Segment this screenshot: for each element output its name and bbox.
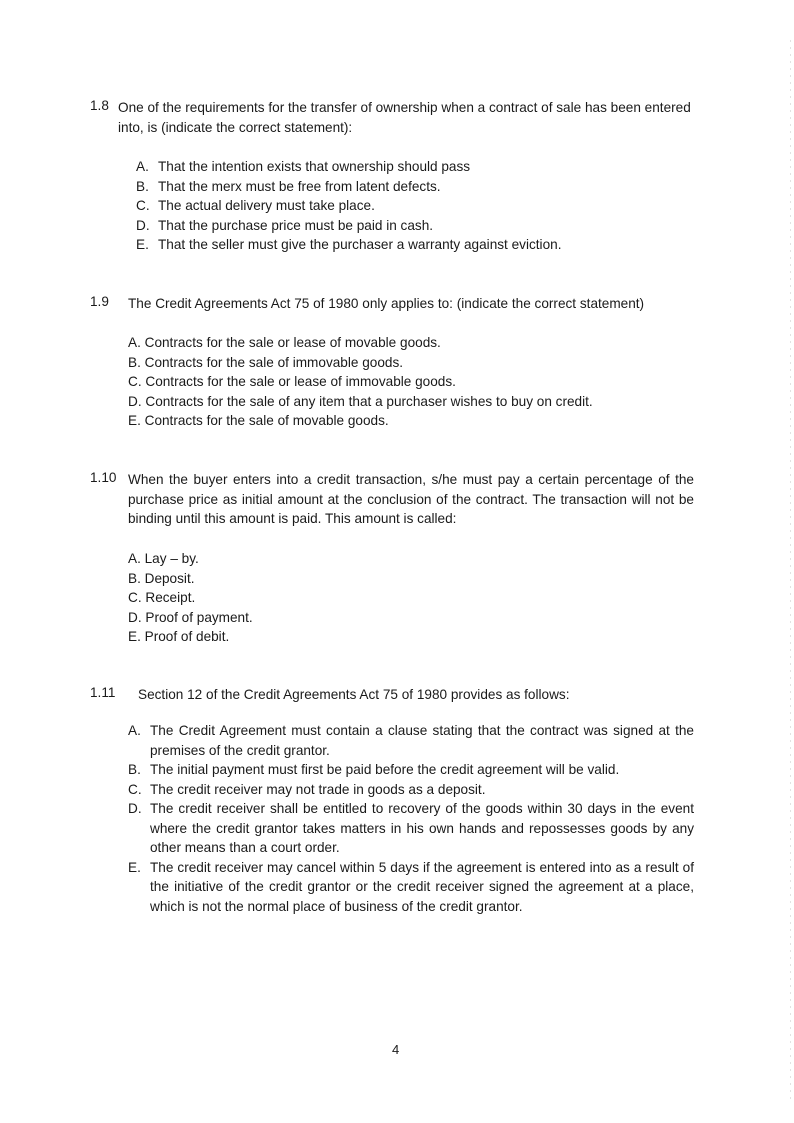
options-1-11 bbox=[128, 721, 694, 916]
option-d bbox=[128, 799, 694, 858]
question-text: One of the requirements for the transfer of ownership when a contract of sale has been entered into, is (indicate the correct statement): bbox=[118, 100, 691, 135]
question-number: 1.11 bbox=[90, 685, 116, 700]
option-text: Contracts for the sale or lease of movable goods. bbox=[144, 335, 441, 350]
option-text: The initial payment must first be paid before the credit agreement will be valid. bbox=[150, 762, 620, 777]
options-1-8 bbox=[136, 157, 696, 255]
option-label: B. bbox=[128, 570, 141, 586]
option-label: B. bbox=[136, 178, 149, 194]
option-text: Contracts for the sale of movable goods. bbox=[144, 413, 389, 428]
question-text: The Credit Agreements Act 75 of 1980 only applies to: (indicate the correct statement) bbox=[128, 296, 645, 311]
option-label: B. bbox=[128, 354, 141, 370]
option-b bbox=[136, 177, 696, 197]
option-d bbox=[128, 392, 688, 412]
option-c bbox=[136, 196, 696, 216]
option-d bbox=[136, 216, 696, 236]
option-label: C. bbox=[136, 198, 150, 213]
option-label: D. bbox=[128, 609, 142, 625]
option-text: That the purchase price must be paid in cash. bbox=[158, 217, 434, 233]
option-label: C. bbox=[128, 590, 142, 605]
option-a bbox=[136, 157, 696, 177]
option-label: D. bbox=[128, 801, 142, 816]
option-d bbox=[128, 608, 688, 628]
question-text: Section 12 of the Credit Agreements Act 75 of 1980 provides as follows: bbox=[138, 687, 570, 702]
option-text: Contracts for the sale of any item that a purchaser wishes to buy on credit. bbox=[145, 393, 593, 409]
option-e bbox=[136, 235, 696, 255]
option-text: The Credit Agreement must contain a clause stating that the contract was signed at the premises of the credit grantor. bbox=[150, 723, 694, 758]
option-label: A. bbox=[136, 159, 149, 174]
option-text: The credit receiver may not trade in goods as a deposit. bbox=[150, 781, 486, 797]
option-c bbox=[128, 588, 688, 608]
option-label: B. bbox=[128, 762, 141, 777]
option-text: The credit receiver shall be entitled to recovery of the goods within 30 days in the event where the credit grantor takes matters in his own hands and repossesses goods by any other means than a court order. bbox=[150, 801, 694, 855]
option-label: A. bbox=[128, 551, 141, 566]
scan-edge-divider bbox=[790, 40, 791, 1100]
option-label: E. bbox=[128, 859, 141, 875]
option-b bbox=[128, 569, 688, 589]
option-text: Proof of debit. bbox=[144, 629, 230, 644]
question-number: 1.10 bbox=[90, 470, 117, 485]
option-label: A. bbox=[128, 335, 141, 350]
option-c bbox=[128, 372, 688, 392]
options-1-9 bbox=[128, 333, 688, 431]
option-label: D. bbox=[136, 217, 150, 233]
option-text: That the seller must give the purchaser a warranty against eviction. bbox=[158, 237, 562, 252]
option-text: That the intention exists that ownership should pass bbox=[158, 159, 471, 174]
option-b bbox=[128, 353, 688, 373]
option-text: Deposit. bbox=[144, 570, 195, 586]
question-text: When the buyer enters into a credit transaction, s/he must pay a certain percentage of the purchase price as initial amount at the conclusion of the contract. The transaction will not be binding until this amount is paid. This amount is called: bbox=[128, 472, 694, 526]
option-text: Lay – by. bbox=[144, 551, 199, 566]
option-e bbox=[128, 858, 694, 917]
option-text: Proof of payment. bbox=[145, 609, 253, 625]
page-number: 4 bbox=[392, 1042, 400, 1057]
option-label: C. bbox=[128, 781, 142, 797]
question-number: 1.8 bbox=[90, 98, 109, 113]
option-label: E. bbox=[128, 629, 141, 644]
option-c bbox=[128, 780, 694, 800]
option-e bbox=[128, 411, 688, 431]
option-text: Contracts for the sale or lease of immovable goods. bbox=[145, 374, 456, 389]
option-label: A. bbox=[128, 723, 141, 738]
option-text: The actual delivery must take place. bbox=[158, 198, 375, 213]
option-a bbox=[128, 721, 694, 760]
option-e bbox=[128, 627, 688, 647]
option-text: Receipt. bbox=[145, 590, 196, 605]
option-text: That the merx must be free from latent defects. bbox=[158, 178, 441, 194]
options-1-10 bbox=[128, 549, 688, 647]
option-a bbox=[128, 333, 688, 353]
option-text: The credit receiver may cancel within 5 days if the agreement is entered into as a result of the initiative of the credit grantor or the credit receiver signed the agreement at a place, which is not the normal place of business of the credit grantor. bbox=[150, 859, 694, 914]
option-label: E. bbox=[128, 413, 141, 428]
option-label: C. bbox=[128, 374, 142, 389]
option-label: E. bbox=[136, 237, 149, 252]
option-label: D. bbox=[128, 393, 142, 409]
option-text: Contracts for the sale of immovable goods. bbox=[144, 354, 404, 370]
question-number: 1.9 bbox=[90, 294, 109, 309]
option-b bbox=[128, 760, 694, 780]
option-a bbox=[128, 549, 688, 569]
